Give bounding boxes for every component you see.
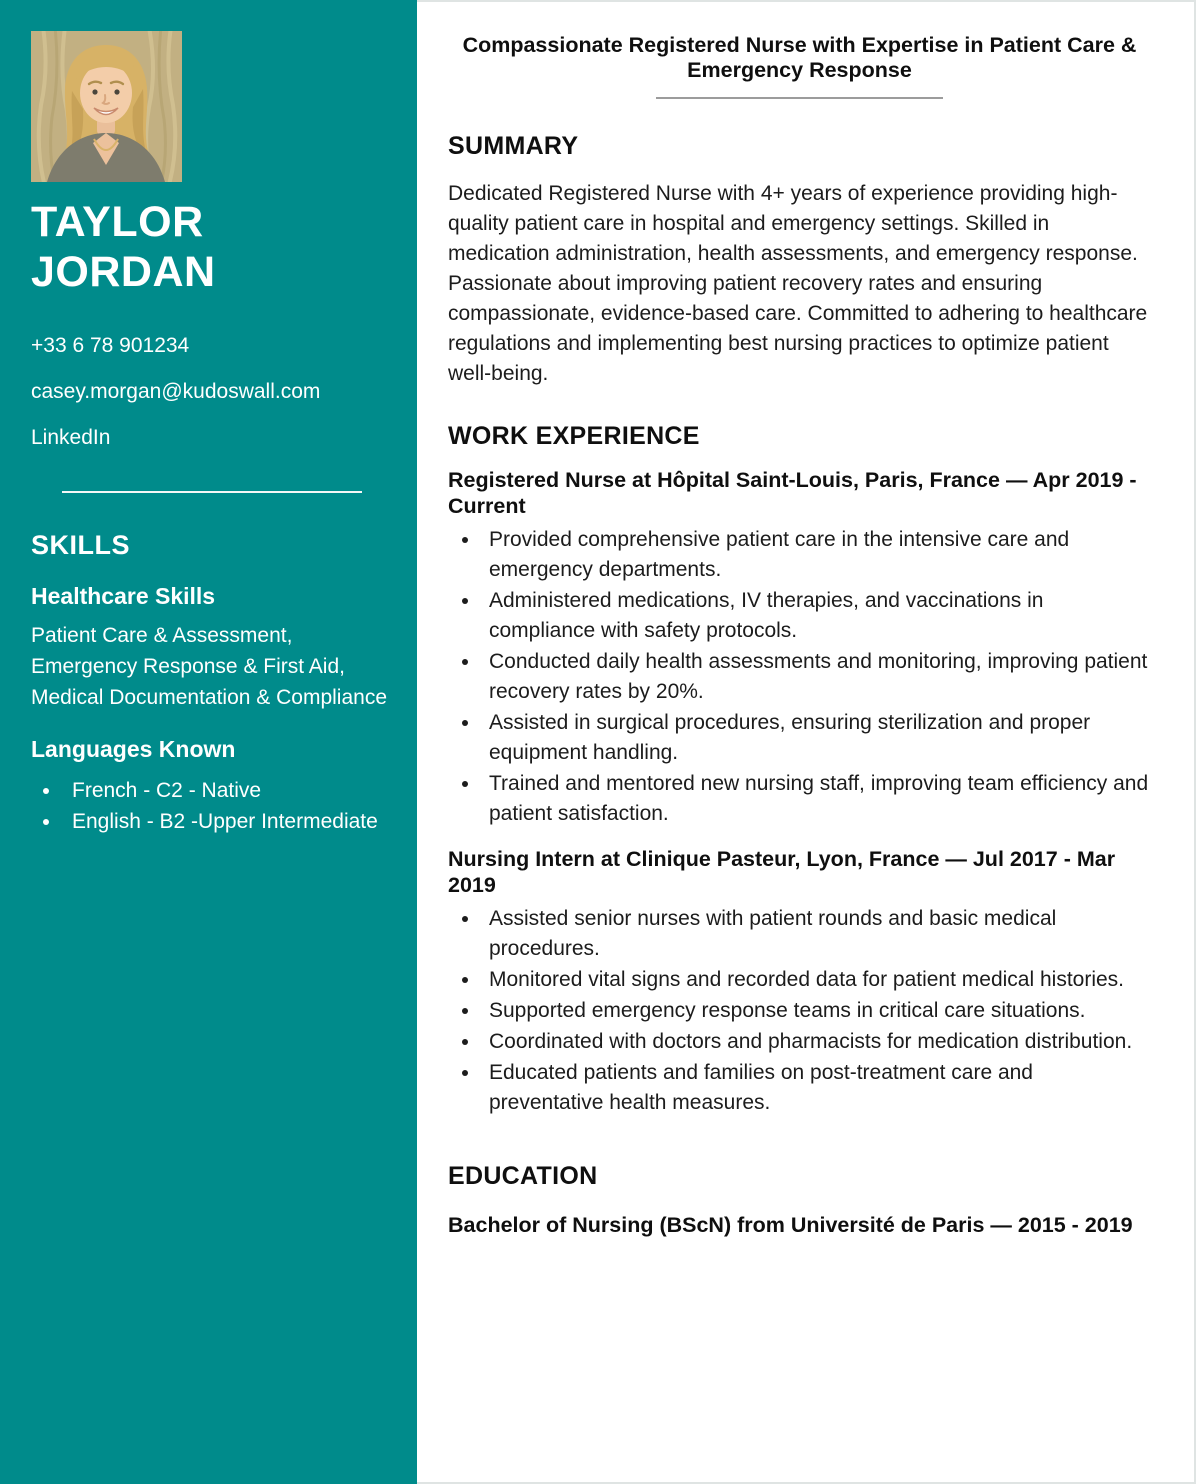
job-bullet: • Conducted daily health assessments and monitoring, improving patient recovery rates by 20%. [481,647,1151,707]
job-bullet: • Assisted senior nurses with patient rounds and basic medical procedures. [481,904,1151,964]
job-title: Registered Nurse at Hôpital Saint-Louis, Paris, France — Apr 2019 - Current [448,468,1137,518]
portrait-illustration [31,31,182,182]
job-bullets [448,525,1151,829]
candidate-name [31,197,389,297]
summary-text: Dedicated Registered Nurse with 4+ years of experience providing high-quality patient care in hospital and emergency settings. Skilled in medication administration, health assessments, and emergency response. Passionate about improving patient recovery rates and ensuring compassionate, evidence-based care. Committed to adhering to healthcare regulations and implementing best nursing practices to optimize patient well-being. [448,182,1148,385]
languages-list [31,775,389,837]
job-bullet: • Administered medications, IV therapies, and vaccinations in compliance with safety protocols. [481,586,1151,646]
resume-body [417,0,1196,1484]
email-address: casey.morgan@kudoswall.com [31,380,321,403]
education-heading: EDUCATION [448,1162,598,1190]
job-bullet: • Monitored vital signs and recorded data for patient medical histories. [481,965,1151,995]
phone-number: +33 6 78 901234 [31,334,190,357]
sidebar-divider [62,491,362,493]
sidebar [0,0,417,1484]
education-degree: Bachelor of Nursing (BScN) from Université de Paris — 2015 - 2019 [448,1213,1133,1237]
contact-block [31,334,389,450]
job-title: Nursing Intern at Clinique Pasteur, Lyon, France — Jul 2017 - Mar 2019 [448,847,1116,897]
job-bullet: • Coordinated with doctors and pharmacists for medication distribution. [481,1027,1151,1057]
job-bullets [448,904,1151,1118]
skills-heading: SKILLS [31,530,131,560]
profile-photo [31,31,182,182]
headline-divider [656,97,943,99]
job-bullet: • Educated patients and families on post-treatment care and preventative health measures. [481,1058,1151,1118]
resume-headline: Compassionate Registered Nurse with Expertise in Patient Care & Emergency Response [462,33,1137,82]
summary-heading: SUMMARY [448,132,579,160]
job-bullet: • Assisted in surgical procedures, ensuring sterilization and proper equipment handling. [481,708,1151,768]
candidate-first-name: TAYLOR [31,198,204,246]
language-item: • English - B2 -Upper Intermediate [62,806,389,837]
healthcare-skills-text: Patient Care & Assessment, Emergency Response & First Aid, Medical Documentation & Compliance [31,624,388,709]
language-item: • French - C2 - Native [62,775,389,806]
healthcare-skills-title: Healthcare Skills [31,583,216,609]
job-bullet: • Trained and mentored new nursing staff, improving team efficiency and patient satisfaction. [481,769,1151,829]
job-bullet: • Supported emergency response teams in critical care situations. [481,996,1151,1026]
languages-known-title: Languages Known [31,736,236,762]
work-experience-heading: WORK EXPERIENCE [448,422,700,450]
candidate-last-name: JORDAN [31,248,216,296]
linkedin-link[interactable]: LinkedIn [31,426,111,449]
job-bullet: • Provided comprehensive patient care in the intensive care and emergency departments. [481,525,1151,585]
